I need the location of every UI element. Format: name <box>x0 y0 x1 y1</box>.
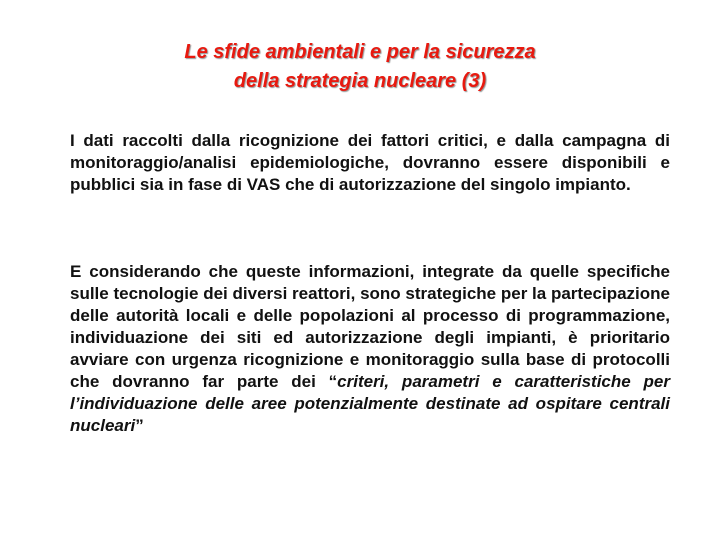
paragraph-2-italic-text: criteri, parametri e caratteristiche per l’individuazione delle aree potenzialmente destinate ad ospitare centrali nucleari <box>70 372 670 435</box>
paragraph-1-text: I dati raccolti dalla ricognizione dei fattori critici, e dalla campagna di monitoraggio/analisi epidemiologiche, dovranno essere disponibili e pubblici sia in fase di VAS che di autorizzazione del singolo impianto. <box>70 131 670 194</box>
slide-title-line-1: Le sfide ambientali e per la sicurezza <box>184 41 536 63</box>
paragraph-2-text: E considerando che queste informazioni, integrate da quelle specifiche sulle tecnologie dei diversi reattori, sono strategiche per la partecipazione delle autorità locali e delle popolazioni al processo di programmazione, individuazione dei siti ed autorizzazione degli impianti, è prioritario avviare con urgenza ricognizione e monitoraggio sulla base di protocolli che dovranno far parte dei <box>70 262 670 391</box>
paragraph-2-open-quote: “ <box>328 372 338 391</box>
body-paragraph-2 <box>70 261 670 437</box>
paragraph-2-container <box>70 261 670 437</box>
slide-title-line-2: della strategia nucleare (3) <box>233 70 487 92</box>
body-paragraph-1 <box>70 130 670 196</box>
paragraph-2-close-quote: ” <box>135 416 144 435</box>
slide-title <box>0 38 720 96</box>
